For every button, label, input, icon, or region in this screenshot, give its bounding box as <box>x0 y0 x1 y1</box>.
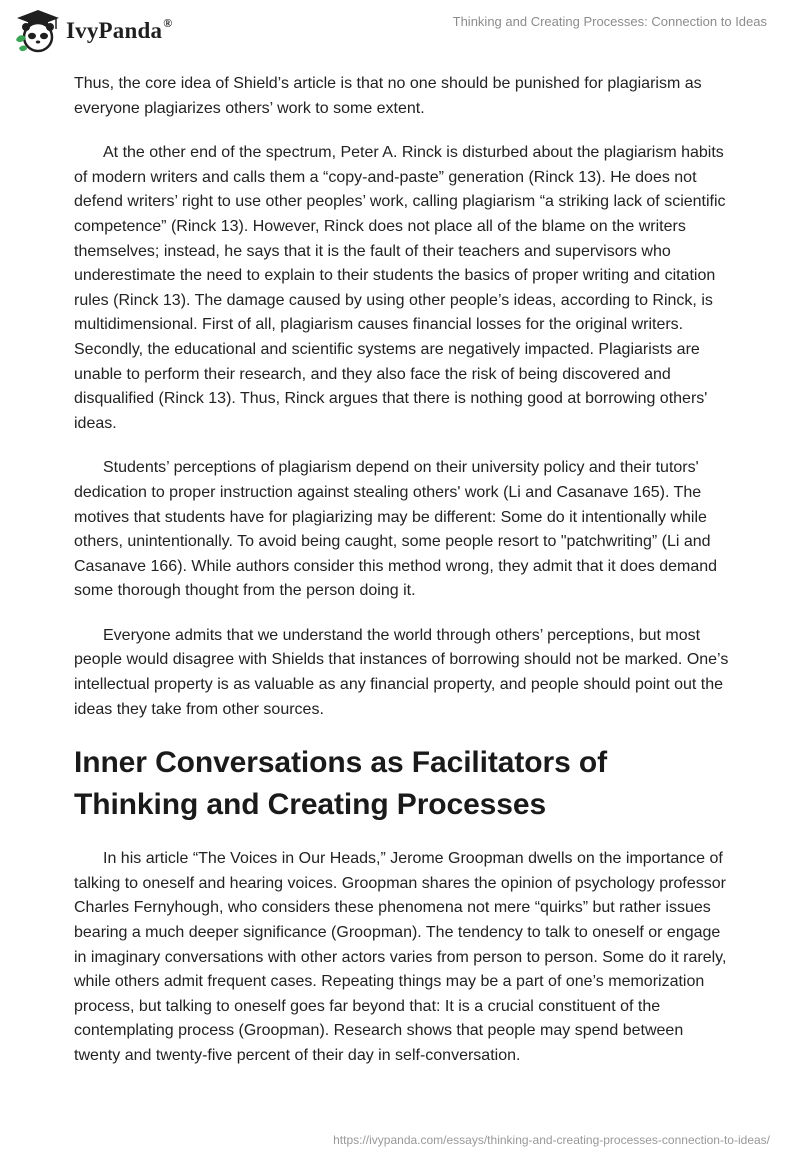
brand-name <box>66 18 172 44</box>
paragraph: In his article “The Voices in Our Heads,” Jerome Groopman dwells on the importance of talking to oneself and hearing voices. Groopman shares the opinion of psychology professor Charles Fernyhough, who considers these phenomena not mere “quirks” but rather issues bearing a much deeper significance (Groopman). The tendency to talk to oneself or engage in imaginary conversations with other actors varies from person to person. Some do it rarely, while others admit frequent cases. Repeating things may be a part of one’s memorization process, but talking to oneself goes far beyond that: It is a crucial constituent of the contemplating process (Groopman). Research shows that people may spend between twenty and twenty-five percent of their day in self-conversation. <box>74 850 727 1064</box>
brand-text: IvyPanda <box>66 18 163 43</box>
page-header <box>0 0 800 60</box>
paragraph: Everyone admits that we understand the world through others’ perceptions, but most people would disagree with Shields that instances of borrowing should not be marked. One’s intellectual property is as valuable as any financial property, and people should point out the ideas they take from other sources. <box>74 626 729 718</box>
paragraph: Students’ perceptions of plagiarism depend on their university policy and their tutors' dedication to proper instruction against stealing others' work (Li and Casanave 165). The motives that students have for plagiarizing may be different: Some do it intentionally while others, unintentionally. To avoid being caught, some people resort to "patchwriting” (Li and Casanave 166). While authors consider this method wrong, they admit that it does demand some thorough thought from the person doing it. <box>74 459 718 600</box>
brand-logo[interactable] <box>14 8 172 54</box>
source-url[interactable]: https://ivypanda.com/essays/thinking-and-creating-processes-connection-to-ideas/ <box>333 1133 770 1147</box>
document-title: Thinking and Creating Processes: Connection to Ideas <box>452 14 767 29</box>
essay-body <box>74 72 729 1089</box>
registered-mark: ® <box>163 16 173 30</box>
section-heading: Inner Conversations as Facilitators of Thinking and Creating Processes <box>74 746 608 822</box>
paragraph: Thus, the core idea of Shield’s article is that no one should be punished for plagiarism as everyone plagiarizes others’ work to some extent. <box>74 75 702 117</box>
panda-logo-icon <box>14 8 62 54</box>
paragraph: At the other end of the spectrum, Peter A. Rinck is disturbed about the plagiarism habits of modern writers and calls them a “copy-and-paste” generation (Rinck 13). He does not defend writers’ right to use other peoples’ work, calling plagiarism “a striking lack of scientific competence” (Rinck 13). However, Rinck does not place all of the blame on the writers themselves; instead, he says that it is the fault of their teachers and supervisors who underestimate the need to explain to their students the basics of proper writing and citation rules (Rinck 13). The damage caused by using other people’s ideas, according to Rinck, is multidimensional. First of all, plagiarism causes financial losses for the original writers. Secondly, the educational and scientific systems are negatively impacted. Plagiarists are unable to perform their research, and they also face the risk of being discovered and disqualified (Rinck 13). Thus, Rinck argues that there is nothing good at borrowing others' ideas. <box>74 144 726 432</box>
